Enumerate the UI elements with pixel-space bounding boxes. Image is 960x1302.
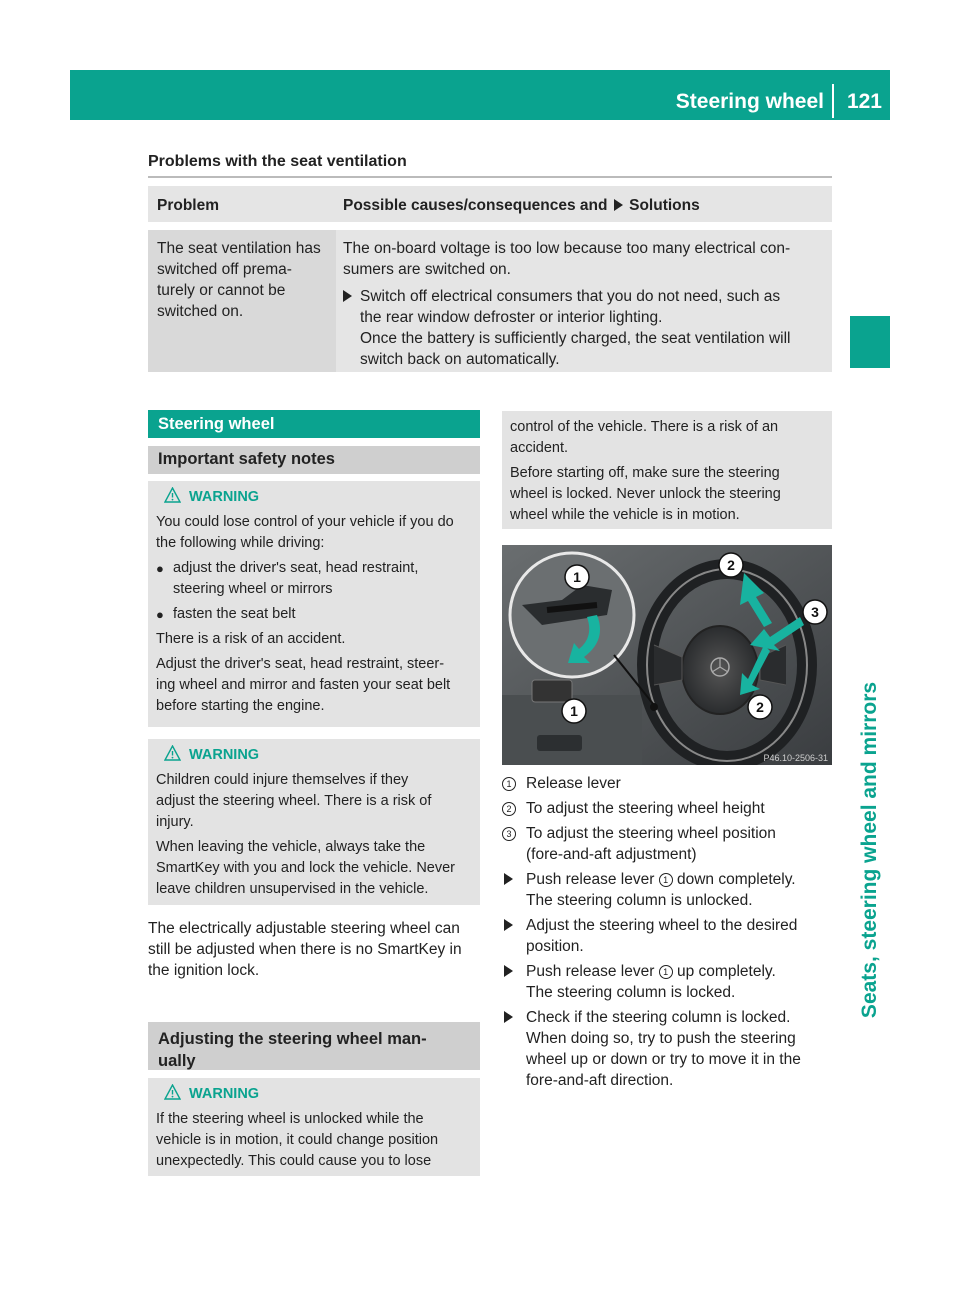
callout-number-icon: 2 xyxy=(502,802,516,816)
legend-item: 1 Release lever xyxy=(502,773,832,794)
column-problem: Problem xyxy=(157,197,220,214)
warning-triangle-icon xyxy=(164,745,181,761)
problem-text: The seat ventilation has xyxy=(157,240,321,257)
legend-item: 3 To adjust the steering wheel position (fore-and-aft adjustment) xyxy=(502,823,832,865)
problem-text: turely or cannot be xyxy=(157,282,286,299)
side-tab-marker xyxy=(850,316,890,368)
warning-box-1 xyxy=(148,481,480,727)
warning-continued-box xyxy=(502,411,832,529)
warning-advice: Before starting off, make sure the steering wheel is locked. Never unlock the steering wheel while the vehicle is in motion. xyxy=(510,465,781,523)
header-title: Steering wheel xyxy=(675,90,824,113)
callout-1 xyxy=(562,699,586,723)
heading-rule xyxy=(148,176,832,178)
electric-adjust-paragraph: The electrically adjustable steering wheel can still be adjusted when there is no SmartKey in the ignition lock. xyxy=(148,920,462,979)
instruction-step: Push release lever 1 down completely. The steering column is unlocked. xyxy=(502,869,832,911)
warning-box-2 xyxy=(148,739,480,905)
cause-text: The on-board voltage is too low because too many electrical con- sumers are switched on. xyxy=(343,240,791,278)
warning-heading: WARNING xyxy=(156,745,472,766)
steering-wheel-figure xyxy=(502,545,832,765)
warning-triangle-icon xyxy=(164,1084,181,1100)
warning-heading: WARNING xyxy=(156,1084,472,1105)
problems-table xyxy=(148,186,832,372)
column-causes-label: Possible causes/consequences and xyxy=(343,197,608,214)
page-number: 121 xyxy=(846,90,882,113)
problem-cell xyxy=(148,230,336,372)
step-result: The steering column is locked. xyxy=(526,984,736,1001)
callout-number-icon: 3 xyxy=(502,827,516,841)
svg-text:2: 2 xyxy=(727,557,735,573)
bullet-icon: ● xyxy=(156,561,164,576)
warning-bullet: ● fasten the seat belt xyxy=(156,604,472,625)
warning-text: If the steering wheel is unlocked while the vehicle is in motion, it could change position unexpectedly. This could cause you to lose xyxy=(156,1111,439,1169)
table-header-row xyxy=(148,186,832,222)
instruction-step: Check if the steering column is locked. When doing so, try to push the steering wheel up or down or try to move it in the fore-and-aft direction. xyxy=(502,1007,832,1091)
warning-bullet: ● adjust the driver's seat, head restraint, steering wheel or mirrors xyxy=(156,560,419,597)
page-header xyxy=(70,70,890,120)
warning-advice: Adjust the driver's seat, head restraint, steer- ing wheel and mirror and fasten your seat belt before starting the engine. xyxy=(156,656,451,714)
arrow-right-icon xyxy=(504,919,513,931)
chapter-title: Seats, steering wheel and mirrors xyxy=(858,681,881,1019)
arrow-right-icon xyxy=(614,199,623,211)
figure-legend-and-steps xyxy=(502,773,832,1091)
svg-text:3: 3 xyxy=(811,604,819,620)
callout-2 xyxy=(748,695,772,719)
callout-number-icon: 1 xyxy=(659,873,673,887)
steering-wheel-section-title: Steering wheel xyxy=(148,410,480,438)
causes-cell xyxy=(336,230,832,378)
column-causes-solutions xyxy=(343,195,700,216)
header-divider xyxy=(832,84,834,118)
warning-risk: There is a risk of an accident. xyxy=(156,631,346,647)
instruction-step: Push release lever 1 up completely. The steering column is locked. xyxy=(502,961,832,1003)
arrow-right-icon xyxy=(504,965,513,977)
arrow-right-icon xyxy=(343,290,352,302)
callout-number-icon: 1 xyxy=(659,965,673,979)
problem-text: switched on. xyxy=(157,303,244,320)
safety-notes-title: Important safety notes xyxy=(148,446,480,474)
arrow-right-icon xyxy=(504,873,513,885)
step-result: The steering column is unlocked. xyxy=(526,892,753,909)
warning-box-3 xyxy=(148,1078,480,1176)
legend-item: 2 To adjust the steering wheel height xyxy=(502,798,832,819)
warning-heading: WARNING xyxy=(156,487,472,508)
warning-text: You could lose control of your vehicle if you do the following while driving: xyxy=(156,514,454,551)
arrow-right-icon xyxy=(504,1011,513,1023)
figure-code: P46.10-2506-31 xyxy=(763,753,828,763)
table-row xyxy=(148,230,832,372)
svg-text:1: 1 xyxy=(573,569,581,585)
svg-text:1: 1 xyxy=(570,703,578,719)
callout-1 xyxy=(565,565,589,589)
bullet-icon: ● xyxy=(156,607,164,622)
seat-ventilation-heading: Problems with the seat ventilation xyxy=(148,153,407,170)
warning-triangle-icon xyxy=(164,487,181,503)
svg-text:2: 2 xyxy=(756,699,764,715)
warning-text: Children could injure themselves if they adjust the steering wheel. There is a risk of injury. xyxy=(156,772,432,830)
instruction-step: Adjust the steering wheel to the desired position. xyxy=(502,915,832,957)
warning-advice: When leaving the vehicle, always take the SmartKey with you and lock the vehicle. Never leave children unsupervised in the vehicle. xyxy=(156,839,455,897)
callout-number-icon: 1 xyxy=(502,777,516,791)
warning-text: control of the vehicle. There is a risk of an accident. xyxy=(510,419,779,456)
solution-step: Switch off electrical consumers that you do not need, such as the rear window defroster or interior lighting. Once the battery is sufficiently charged, the seat ventilation will switch back on automatically. xyxy=(343,286,825,370)
callout-3 xyxy=(803,600,827,624)
manual-adjust-title: Adjusting the steering wheel man- ually xyxy=(148,1022,480,1070)
callout-2 xyxy=(719,553,743,577)
column-solutions-label: Solutions xyxy=(629,197,700,214)
problem-text: switched off prema- xyxy=(157,261,292,278)
